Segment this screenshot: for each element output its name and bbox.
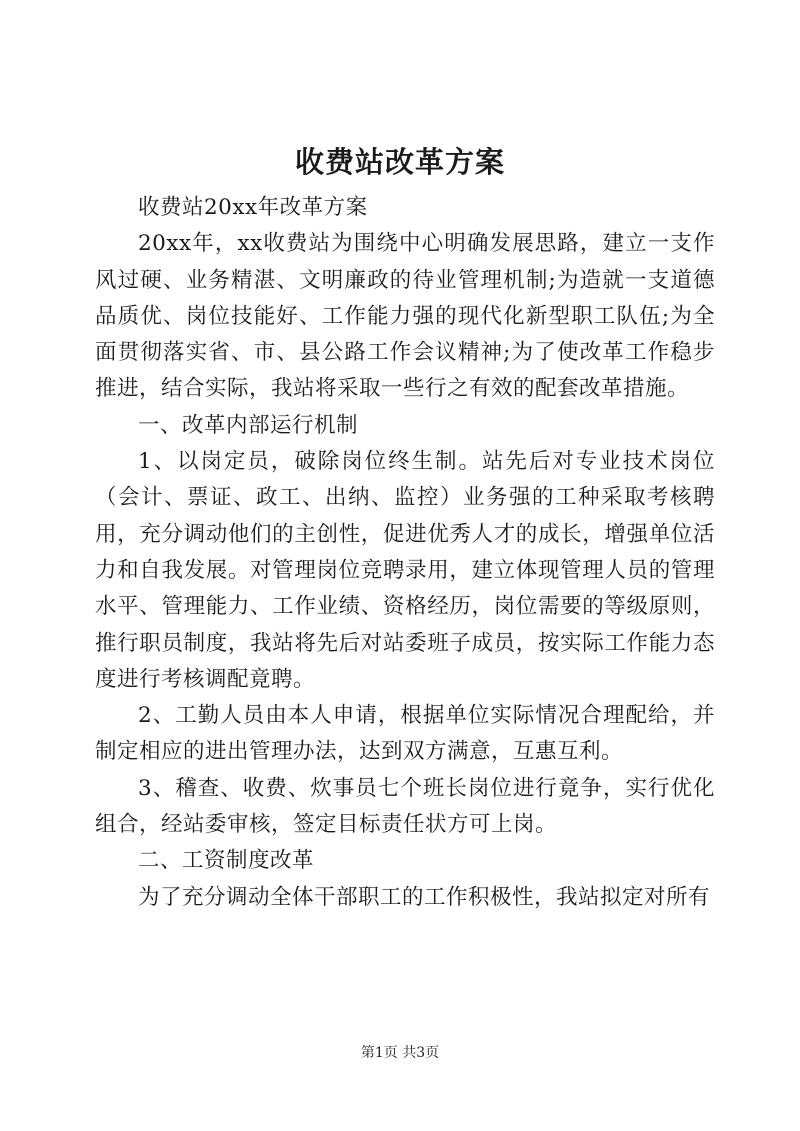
page-title: 收费站改革方案 xyxy=(294,145,505,179)
paragraph-intro: 20xx年，xx收费站为围绕中心明确发展思路，建立一支作风过硬、业务精湛、文明廉政的待业管理机制;为造就一支道德品质优、岗位技能好、工作能力强的现代化新型职工队伍;为全面贯彻落实省、市、县公路工作会议精神;为了使改革工作稳步推进，结合实际，我站将采取一些行之有效的配套改革措施。 xyxy=(95,231,715,402)
section-heading-1: 一、改革内部运行机制 xyxy=(138,412,359,438)
paragraph-item-1: 1、以岗定员，破除岗位终生制。站先后对专业技术岗位（会计、票证、政工、出纳、监控）业务强的工种采取考核聘用，充分调动他们的主创性，促进优秀人才的成长，增强单位活力和自我发展。对管理岗位竞聘录用，建立体现管理人员的管理水平、管理能力、工作业绩、资格经历，岗位需要的等级原则，推行职员制度，我站将先后对站委班子成员，按实际工作能力态度进行考核调配竟聘。 xyxy=(95,449,715,692)
document-body xyxy=(95,190,715,916)
paragraph-item-3: 3、稽查、收费、炊事员七个班长岗位进行竟争，实行优化组合，经站委审核，签定目标责任状方可上岗。 xyxy=(95,775,715,838)
page-number-footer: 第1页 共3页 xyxy=(360,1045,440,1061)
section-heading-2: 二、工资制度改革 xyxy=(138,848,315,874)
paragraph-subtitle: 收费站20xx年改革方案 xyxy=(138,195,368,220)
paragraph-item-2: 2、工勤人员由本人申请，根据单位实际情况合理配给，并制定相应的进出管理办法，达到双方满意，互惠互利。 xyxy=(95,703,715,765)
paragraph-wage-reform: 为了充分调动全体干部职工的工作积极性，我站拟定对所有 xyxy=(138,884,711,910)
